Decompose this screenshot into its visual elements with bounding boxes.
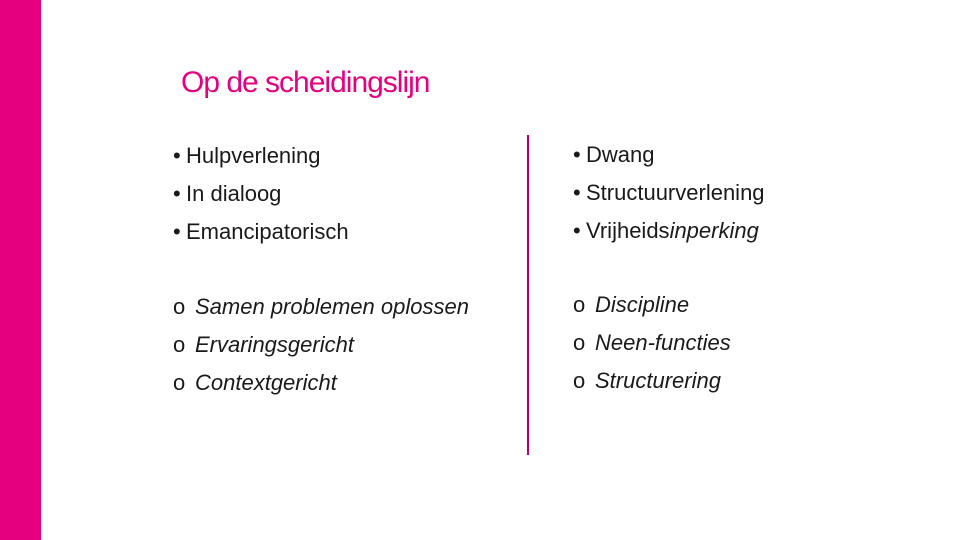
bullet-icon: • <box>573 142 581 167</box>
list-left-bottom <box>173 288 469 402</box>
list-item: • Structuurverlening <box>573 174 765 212</box>
list-item: • Vrijheidsinperking <box>573 212 765 250</box>
list-item: • In dialoog <box>173 175 349 213</box>
accent-bar <box>0 0 41 540</box>
bullet-icon: • <box>573 180 581 205</box>
bullet-icon: • <box>573 218 581 243</box>
list-item: o Samen problemen oplossen <box>173 288 469 326</box>
bullet-icon: • <box>173 181 181 206</box>
list-item: o Structurering <box>573 362 731 400</box>
bullet-icon: • <box>173 219 181 244</box>
circle-bullet-icon: o <box>573 292 586 317</box>
circle-bullet-icon: o <box>573 330 586 355</box>
circle-bullet-icon: o <box>573 368 586 393</box>
list-right-top <box>573 136 765 250</box>
circle-bullet-icon: o <box>173 370 186 395</box>
slide-title: Op de scheidingslijn <box>181 66 430 99</box>
circle-bullet-icon: o <box>173 294 186 319</box>
list-right-bottom <box>573 286 731 400</box>
list-item: o Ervaringsgericht <box>173 326 469 364</box>
list-item: o Discipline <box>573 286 731 324</box>
list-item: o Neen-functies <box>573 324 731 362</box>
list-item: • Emancipatorisch <box>173 213 349 251</box>
bullet-icon: • <box>173 143 181 168</box>
list-item: o Contextgericht <box>173 364 469 402</box>
circle-bullet-icon: o <box>173 332 186 357</box>
list-item: • Dwang <box>573 136 765 174</box>
column-divider <box>527 135 529 455</box>
list-left-top <box>173 137 349 251</box>
list-item: • Hulpverlening <box>173 137 349 175</box>
